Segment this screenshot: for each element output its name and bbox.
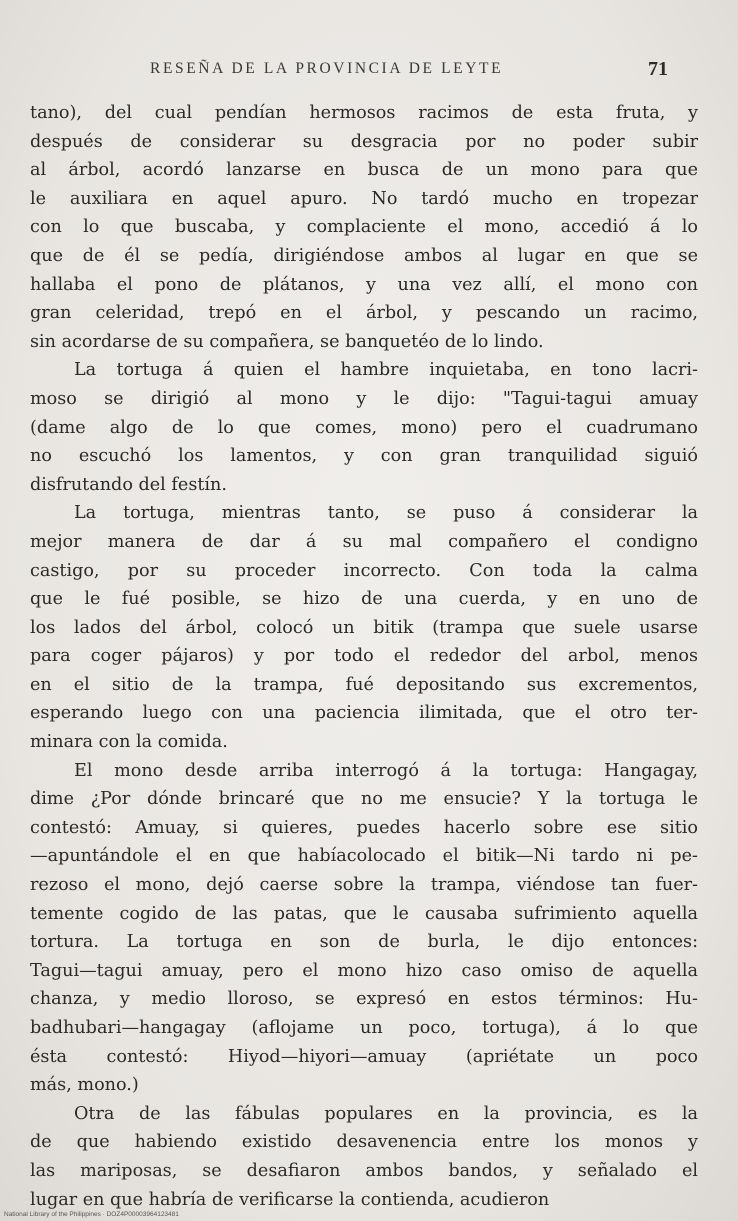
text-line: contestó: Amuay, si quieres, puedes hacerlo sobre ese sitio	[30, 817, 698, 838]
text-line: Otra de las fábulas populares en la provincia, es la	[74, 1103, 698, 1124]
text-line: de que habiendo existido desavenencia entre los monos y	[30, 1132, 698, 1153]
paragraph	[30, 99, 698, 356]
text-line: disfrutando del festín.	[30, 474, 227, 495]
text-line: no escuchó los lamentos, y con gran tranquilidad siguió	[30, 446, 698, 467]
text-line: tano), del cual pendían hermosos racimos de esta fruta, y	[30, 103, 698, 123]
text-line: La tortuga, mientras tanto, se puso á considerar la	[74, 503, 698, 524]
text-line: temente cogido de las patas, que le causaba sufrimiento aquella	[30, 903, 698, 924]
text-line: le auxiliara en aquel apuro. No tardó mucho en tropezar	[30, 188, 698, 209]
text-line: al árbol, acordó lanzarse en busca de un mono para que	[30, 160, 698, 181]
body-text	[30, 99, 698, 1214]
library-credit: National Library of the Philippines · DOZ4P00003964123481	[4, 1211, 179, 1218]
text-line: (dame algo de lo que comes, mono) pero el cuadrumano	[30, 417, 698, 438]
text-line: que le fué posible, se hizo de una cuerda, y en uno de	[30, 589, 698, 610]
text-line: con lo que buscaba, y complaciente el mono, accedió á lo	[30, 217, 698, 238]
page-header	[0, 58, 738, 84]
text-line: mejor manera de dar á su mal compañero el condigno	[30, 531, 698, 552]
paragraph	[30, 356, 698, 499]
text-line: sin acordarse de su compañera, se banquetéo de lo lindo.	[30, 331, 544, 352]
text-line: después de considerar su desgracia por no poder subir	[30, 131, 698, 152]
text-line: las mariposas, se desafiaron ambos bandos, y señalado el	[30, 1160, 698, 1181]
text-line: minara con la comida.	[30, 732, 228, 753]
text-line: moso se dirigió al mono y le dijo: "Tagui-tagui amuay	[30, 388, 698, 409]
text-line: —apuntándole el en que habíacolocado el bitik—Ni tardo ni pe-	[30, 846, 698, 867]
text-line: lugar en que habría de verificarse la contienda, acudieron	[30, 1189, 550, 1210]
text-line: castigo, por su proceder incorrecto. Con toda la calma	[30, 560, 698, 581]
text-line: esperando luego con una paciencia ilimitada, que el otro ter-	[30, 703, 698, 724]
text-line: en el sitio de la trampa, fué depositando sus excrementos,	[30, 674, 698, 695]
text-line: más, mono.)	[30, 1075, 139, 1096]
text-line: El mono desde arriba interrogó á la tortuga: Hangagay,	[74, 760, 698, 781]
text-line: que de él se pedía, dirigiéndose ambos al lugar en que se	[30, 245, 698, 266]
text-line: dime ¿Por dónde brincaré que no me ensucie? Y la tortuga le	[30, 789, 698, 810]
text-line: gran celeridad, trepó en el árbol, y pescando un racimo,	[30, 303, 698, 324]
page-number: 71	[648, 58, 668, 80]
text-line: ésta contestó: Hiyod—hiyori—amuay (apriétate un poco	[30, 1046, 698, 1067]
text-line: La tortuga á quien el hambre inquietaba, en tono lacri-	[74, 360, 698, 381]
text-line: para coger pájaros) y por todo el rededor del arbol, menos	[30, 646, 698, 667]
paragraph	[30, 1100, 698, 1214]
text-line: los lados del árbol, colocó un bitik (trampa que suele usarse	[30, 617, 698, 638]
paragraph	[30, 499, 698, 756]
text-line: tortura. La tortuga en son de burla, le dijo entonces:	[30, 932, 698, 953]
paragraph	[30, 757, 698, 1100]
text-line: rezoso el mono, dejó caerse sobre la trampa, viéndose tan fuer-	[30, 875, 698, 896]
text-line: chanza, y medio lloroso, se expresó en estos términos: Hu-	[30, 989, 698, 1010]
running-head: RESEÑA DE LA PROVINCIA DE LEYTE	[150, 60, 504, 77]
text-line: Tagui—tagui amuay, pero el mono hizo caso omiso de aquella	[30, 960, 698, 981]
text-line: hallaba el pono de plátanos, y una vez allí, el mono con	[30, 274, 698, 295]
text-line: badhubari—hangagay (aflojame un poco, tortuga), á lo que	[30, 1018, 698, 1038]
